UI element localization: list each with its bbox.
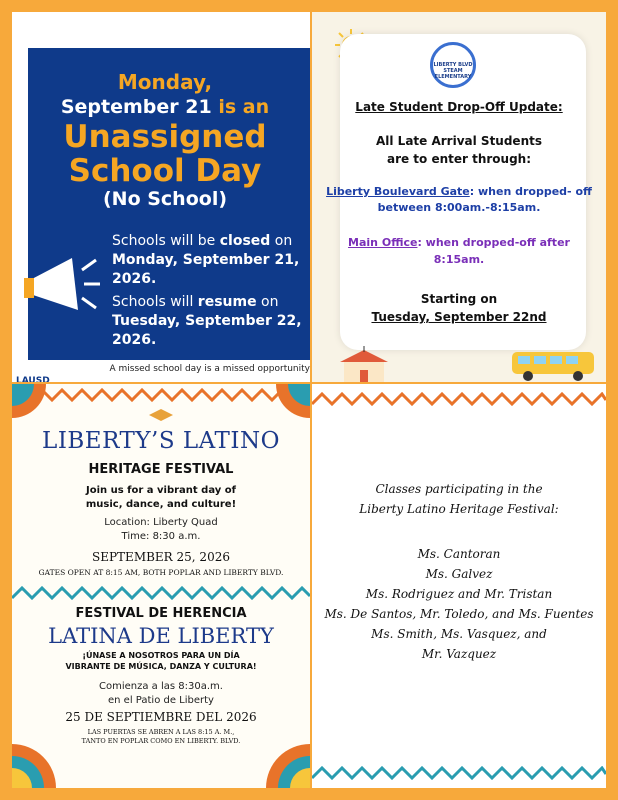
office-label: Main Office [348, 236, 418, 249]
festival-time: Time: 8:30 a.m. [121, 531, 201, 542]
zigzag-border-top [312, 392, 606, 406]
unassigned-day-flyer [12, 12, 310, 382]
dropoff-title: Late Student Drop-Off Update: [355, 100, 563, 114]
body-bold: closed [219, 233, 271, 249]
zigzag-border-bottom [312, 766, 606, 780]
class-item: Ms. De Santos, Mr. Toledo, and Ms. Fuentes [324, 607, 594, 621]
body-text: Schools will [112, 294, 194, 310]
school-bus-icon [508, 346, 598, 382]
class-item: Ms. Galvez [425, 567, 493, 581]
es-invite-line: ¡ÚNASE A NOSOTROS PARA UN DÍA [82, 651, 240, 660]
office-text: : when dropped-off after 8:15am. [417, 236, 570, 266]
invite-line: Join us for a vibrant day of [85, 485, 237, 496]
subtitle-line: All Late Arrival Students [375, 134, 542, 148]
late-dropoff-flyer [312, 12, 606, 382]
classes-list [312, 544, 606, 664]
participating-classes-flyer [312, 384, 606, 788]
flyer-date-suffix: is an [218, 96, 270, 118]
office-info [332, 234, 586, 268]
corner-pattern-top-right-icon [270, 384, 310, 424]
flyer-date: September 21 [60, 96, 212, 118]
gate-text: : when dropped- off between 8:00am.-8:15am. [377, 185, 592, 214]
body-text: on [274, 233, 293, 249]
festival-date: SEPTEMBER 25, 2026 [92, 550, 230, 564]
corner-pattern-left-icon [12, 728, 62, 788]
corner-pattern-right-icon [260, 728, 310, 788]
body-bold: Monday, September 21, 2026. [112, 252, 300, 287]
festival-gates: GATES OPEN AT 8:15 AM, BOTH POPLAR AND LIBERTY BLVD. [38, 568, 284, 577]
body-bold: Tuesday, September 22, 2026. [112, 313, 302, 348]
starting-label: Starting on [420, 292, 498, 306]
schoolhouse-icon [336, 346, 392, 382]
es-invite-line: VIBRANTE DE MÚSICA, DANZA Y CULTURA! [65, 662, 257, 671]
class-item: Mr. Vazquez [421, 647, 497, 661]
festival-es-title-1: FESTIVAL DE HERENCIA [75, 606, 247, 621]
festival-subtitle: HERITAGE FESTIVAL [88, 462, 234, 477]
school-logo: LIBERTY BLVD STEAM ELEMENTARY [430, 42, 476, 88]
class-item: Ms. Smith, Ms. Vasquez, and [371, 627, 547, 641]
heritage-festival-flyer [12, 384, 310, 788]
classes-heading-1: Classes participating in the [375, 482, 543, 496]
flyer-body [112, 232, 310, 350]
festival-location: Location: Liberty Quad [104, 517, 218, 528]
festival-es-invite [12, 650, 310, 672]
flyer-day: Monday, [117, 70, 213, 94]
festival-es-details [12, 680, 310, 708]
es-gates-line: LAS PUERTAS SE ABREN A LAS 8:15 A. M., [87, 728, 235, 736]
subtitle-line: are to enter through: [386, 152, 532, 166]
megaphone-icon [22, 250, 102, 320]
festival-title: LIBERTY’S LATINO [42, 428, 280, 454]
festival-invite [12, 484, 310, 512]
flyer-footer: A missed school day is a missed opportunity [109, 364, 310, 374]
flyer-date-line [40, 96, 290, 118]
ornament-icon [148, 408, 174, 422]
festival-es-title-2: LATINA DE LIBERTY [48, 624, 274, 648]
flyer-no-school: (No School) [102, 188, 228, 210]
dropoff-subtitle [332, 132, 586, 168]
class-item: Ms. Cantoran [417, 547, 501, 561]
es-time: Comienza a las 8:30a.m. [99, 681, 223, 692]
lausd-logo: LAUSD [16, 376, 50, 382]
body-text: Schools will be [112, 233, 216, 249]
zigzag-border-top [12, 388, 310, 402]
es-gates-line: TANTO EN POPLAR COMO EN LIBERTY. BLVD. [81, 737, 241, 745]
class-item: Ms. Rodriguez and Mr. Tristan [365, 587, 553, 601]
gate-info [326, 184, 592, 216]
zigzag-border-middle [12, 586, 310, 600]
es-location: en el Patio de Liberty [108, 695, 214, 706]
festival-details [12, 516, 310, 544]
body-text: on [261, 294, 279, 310]
body-bold: resume [197, 294, 257, 310]
gate-label: Liberty Boulevard Gate [326, 185, 470, 198]
festival-es-date: 25 DE SEPTIEMBRE DEL 2026 [65, 710, 257, 724]
flyer-headline: Unassigned School Day [63, 119, 267, 189]
starting-date: Tuesday, September 22nd [371, 310, 547, 324]
corner-pattern-top-left-icon [12, 384, 52, 424]
start-date [332, 290, 586, 326]
classes-heading-2: Liberty Latino Heritage Festival: [359, 502, 559, 516]
invite-line: music, dance, and culture! [85, 499, 237, 510]
